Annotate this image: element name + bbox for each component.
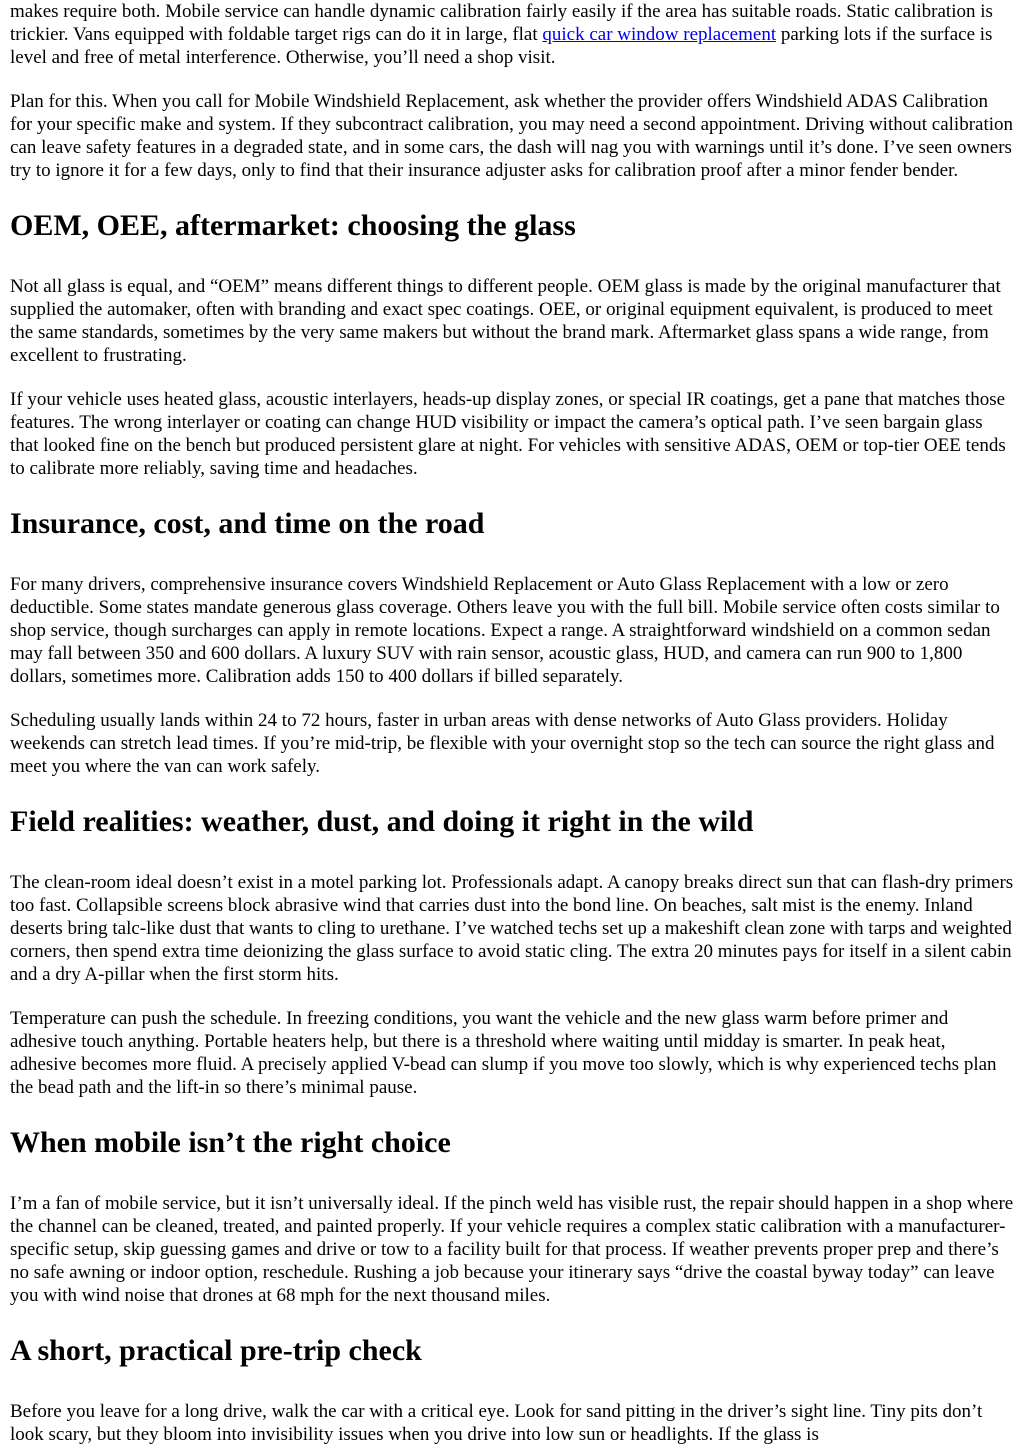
paragraph: Not all glass is equal, and “OEM” means different things to different people. OEM glass is made by the original manufacturer that supplied the automaker, often with branding and exact spec coatings. OEE, or original equipment equivalent, is produced to meet the same standards, sometimes by the very same makers but without the brand mark. Aftermarket glass spans a wide range, from excellent to frustrating. — [10, 276, 1001, 366]
paragraph: If your vehicle uses heated glass, acoustic interlayers, heads-up display zones, or special IR coatings, get a pane that matches those features. The wrong interlayer or coating can change HUD visibility or impact the camera’s optical path. I’ve seen bargain glass that looked fine on the bench but produced persistent glare at night. For vehicles with sensitive ADAS, OEM or top-tier OEE tends to calibrate more reliably, saving time and headaches. — [10, 389, 1006, 479]
section-heading: A short, practical pre-trip check — [10, 1334, 422, 1367]
paragraph: I’m a fan of mobile service, but it isn’t universally ideal. If the pinch weld has visible rust, the repair should happen in a shop where the channel can be cleaned, treated, and painted properly. If your vehicle requires a complex static calibration with a manufacturer-specific setup, skip guessing games and drive or tow to a facility built for that process. If weather prevents proper prep and there’s no safe awning or indoor option, reschedule. Rushing a job because your itinerary says “drive the coastal byway today” can leave you with wind noise that drones at 68 mph for the next thousand miles. — [10, 1193, 1014, 1306]
paragraph: Plan for this. When you call for Mobile Windshield Replacement, ask whether the provider offers Windshield ADAS Calibration for your specific make and system. If they subcontract calibration, you may need a second appointment. Driving without calibration can leave safety features in a degraded state, and in some cars, the dash will nag you with warnings until it’s done. I’ve seen owners try to ignore it for a few days, only to find that their insurance adjuster asks for calibration proof after a minor fender bender. — [10, 91, 1014, 181]
quick-car-window-replacement-link[interactable]: quick car window replacement — [542, 24, 777, 45]
paragraph: The clean-room ideal doesn’t exist in a motel parking lot. Professionals adapt. A canopy breaks direct sun that can flash-dry primers too fast. Collapsible screens block abrasive wind that carries dust into the bond line. On beaches, salt mist is the enemy. Inland deserts bring talc-like dust that wants to cling to urethane. I’ve watched techs set up a makeshift clean zone with tarps and weighted corners, then spend extra time deionizing the glass surface to avoid static cling. The extra 20 minutes pays for itself in a silent cabin and a dry A-pillar when the first storm hits. — [10, 872, 1014, 985]
paragraph: Scheduling usually lands within 24 to 72 hours, faster in urban areas with dense networks of Auto Glass providers. Holiday weekends can stretch lead times. If you’re mid-trip, be flexible with your overnight stop so the tech can source the right glass and meet you where the van can work safely. — [10, 710, 995, 777]
section-heading: Insurance, cost, and time on the road — [10, 507, 485, 540]
paragraph — [10, 0, 1014, 69]
section-heading: When mobile isn’t the right choice — [10, 1126, 451, 1159]
text: parking lots if the surface is level and free of metal interference. Otherwise, you’ll need a shop visit. — [10, 24, 993, 68]
section-heading: Field realities: weather, dust, and doing it right in the wild — [10, 805, 754, 838]
paragraph: Before you leave for a long drive, walk the car with a critical eye. Look for sand pitting in the driver’s sight line. Tiny pits don’t look scary, but they bloom into invisibility issues when you drive into low sun or headlights. If the glass is — [10, 1401, 983, 1445]
article-sections — [10, 208, 1014, 1446]
section-heading: OEM, OEE, aftermarket: choosing the glass — [10, 209, 576, 242]
paragraph: Temperature can push the schedule. In freezing conditions, you want the vehicle and the new glass warm before primer and adhesive touch anything. Portable heaters help, but there is a threshold where waiting until midday is smarter. In peak heat, adhesive becomes more fluid. A precisely applied V-bead can slump if you move too slowly, which is why experienced techs plan the bead path and the lift-in so there’s minimal pause. — [10, 1008, 997, 1098]
text: makes require both. Mobile service can handle dynamic calibration fairly easily if the area has suitable roads. Static calibration is trickier. Vans equipped with foldable target rigs can do it in large, flat — [10, 1, 993, 45]
paragraph: For many drivers, comprehensive insurance covers Windshield Replacement or Auto Glass Replacement with a low or zero deductible. Some states mandate generous glass coverage. Others leave you with the full bill. Mobile service often costs similar to shop service, though surcharges can apply in remote locations. Expect a range. A straightforward windshield on a common sedan may fall between 350 and 600 dollars. A luxury SUV with rain sensor, acoustic glass, HUD, and camera can run 900 to 1,800 dollars, sometimes more. Calibration adds 150 to 400 dollars if billed separately. — [10, 574, 1000, 687]
